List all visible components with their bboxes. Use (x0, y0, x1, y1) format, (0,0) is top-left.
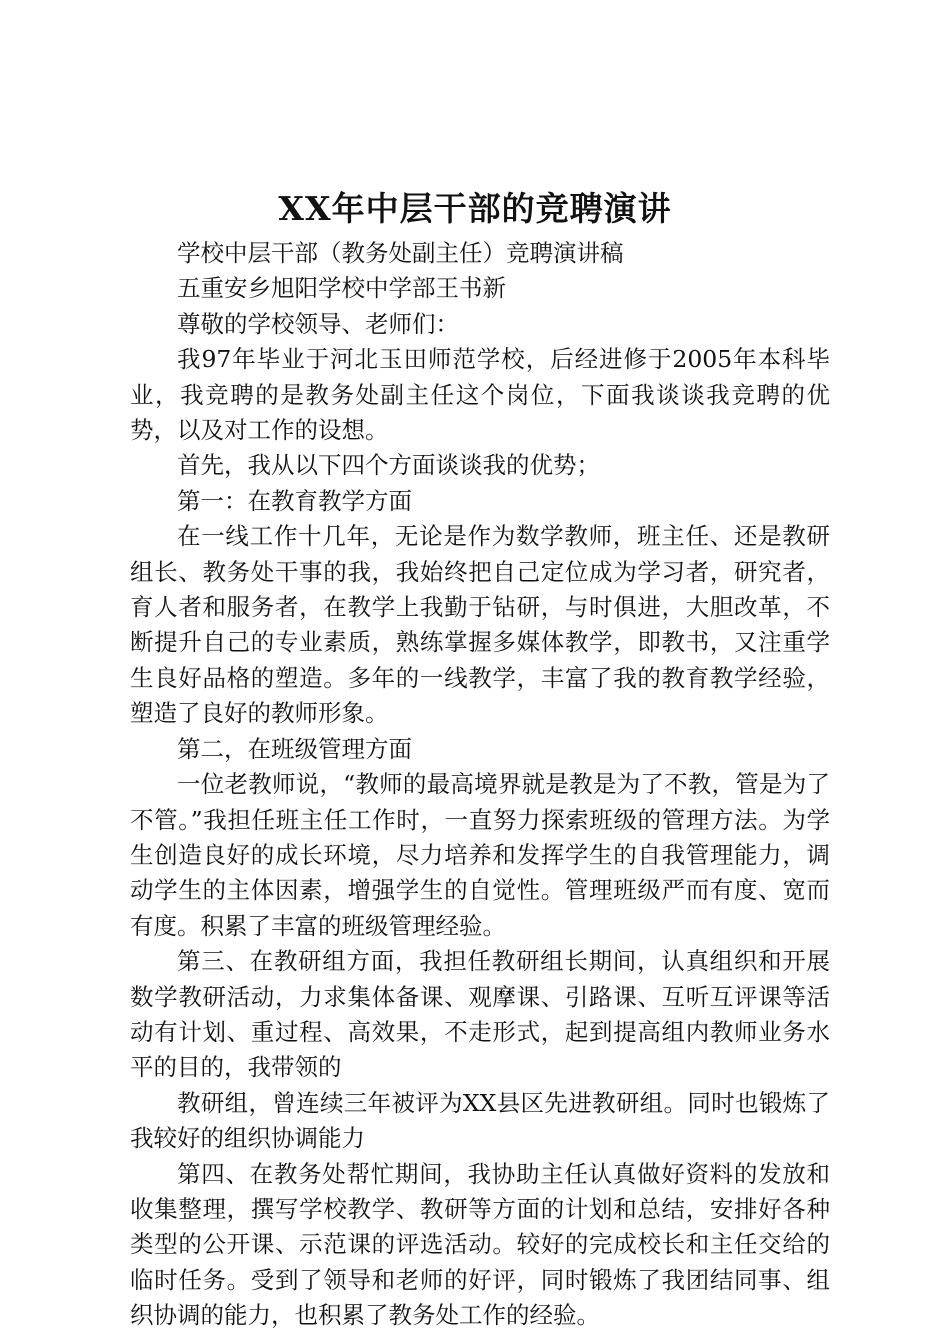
paragraph-section-one-body: 在一线工作十几年，无论是作为数学教师，班主任、还是教研组长、教务处干事的我，我始终把自己定位成为学习者，研究者，育人者和服务者，在教学上我勤于钻研，与时俱进，大胆改革，不断提升自己的专业素质，熟练掌握多媒体教学，即教书，又注重学生良好品格的塑造。多年的一线教学，丰富了我的教育教学经验，塑造了良好的教师形象。 (130, 522, 830, 728)
document-body (130, 236, 830, 1334)
paragraph-salutation: 尊敬的学校领导、老师们： (177, 309, 459, 338)
paragraph-intro: 我97年毕业于河北玉田师范学校，后经进修于2005年本科毕业，我竞聘的是教务处副主任这个岗位，下面我谈谈我竞聘的优势，以及对工作的设想。 (130, 345, 830, 445)
paragraph-section-one-heading: 第一：在教育教学方面 (177, 486, 412, 515)
paragraph-section-two-heading: 第二，在班级管理方面 (177, 734, 412, 763)
paragraph-section-four-body: 第四、在教务处帮忙期间，我协助主任认真做好资料的发放和收集整理，撰写学校教学、教研等方面的计划和总结，安排好各种类型的公开课、示范课的评选活动。较好的完成校长和主任交给的临时任务。受到了领导和老师的好评，同时锻炼了我团结同事、组织协调的能力，也积累了教务处工作的经验。 (130, 1159, 830, 1330)
paragraph-advantages-heading: 首先，我从以下四个方面谈谈我的优势； (177, 451, 600, 480)
paragraph-section-three-body: 第三、在教研组方面，我担任教研组长期间，认真组织和开展数学教研活动，力求集体备课、观摩课、引路课、互听互评课等活动有计划、重过程、高效果，不走形式，起到提高组内教师业务水平的目的，我带领的 (130, 947, 830, 1082)
paragraph-section-three-continued: 教研组，曾连续三年被评为XX县区先进教研组。同时也锻炼了我较好的组织协调能力 (130, 1088, 830, 1153)
paragraph-section-two-body: 一位老教师说，“教师的最高境界就是教是为了不教，管是为了不管。”我担任班主任工作时，一直努力探索班级的管理方法。为学生创造良好的成长环境，尽力培养和发挥学生的自我管理能力，调动学生的主体因素，增强学生的自觉性。管理班级严而有度、宽而有度。积累了丰富的班级管理经验。 (130, 770, 830, 940)
paragraph-author: 五重安乡旭阳学校中学部王书新 (177, 274, 506, 303)
document-title: XX年中层干部的竞聘演讲 (278, 189, 672, 228)
paragraph-subtitle: 学校中层干部（教务处副主任）竞聘演讲稿 (177, 239, 624, 267)
